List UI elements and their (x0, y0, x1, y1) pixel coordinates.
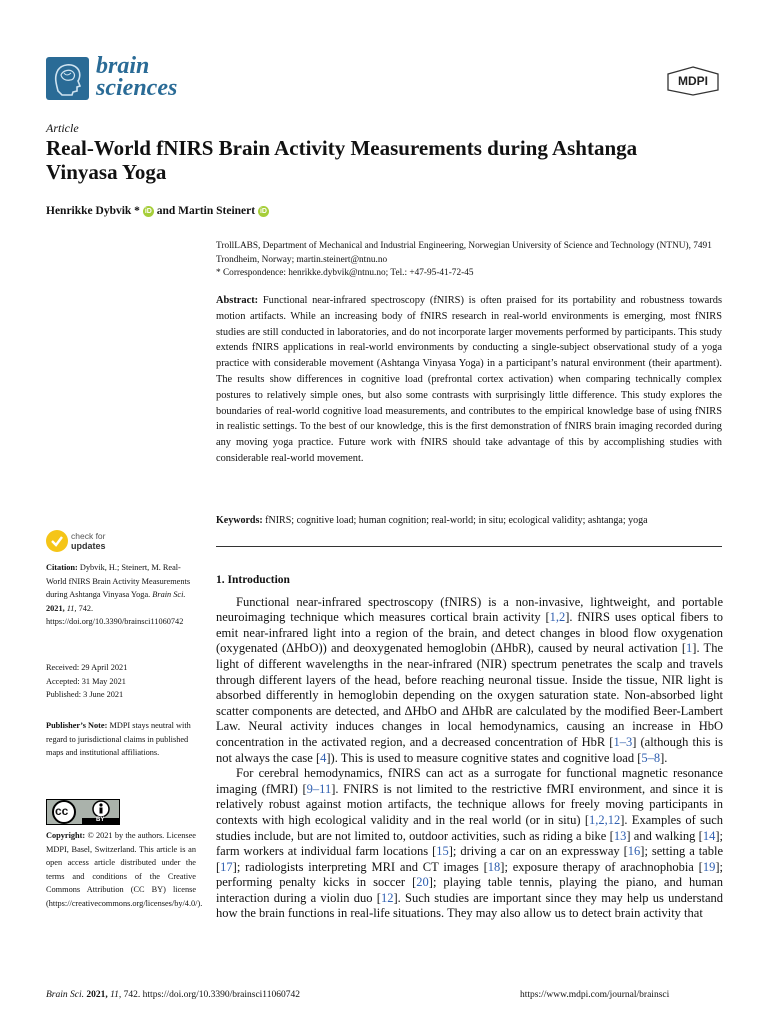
keywords (216, 514, 726, 528)
check-for-updates-badge[interactable] (46, 530, 186, 556)
keywords-text: fNIRS; cognitive load; human cognition; real-world; in situ; ecological validity; ashtanga; yoga (265, 515, 648, 526)
body-paragraph: Functional near-infrared spectroscopy (fNIRS) is a non-invasive, lightweight, and portable neuroimaging technique which measures cortical brain activity [1,2]. fNIRS uses optical fibers to emit near-infrared light into a region of the brain, and detect changes in blood flow oxygenation (oxygenated (ΔHbO)) and deoxygenated hemoglobin (ΔHbR), caused by neural activation [1]. The light of different wavelengths in the near-infrared (NIR) spectrum penetrates the scalp and travels through different layers of the head, before reaching neuronal tissue. Inside the tissue, NIR light is absorbed differently in hemoglobin depending on the oxygen saturation state. Non-absorbed light scatter components are detected, and ΔHbO and ΔHbR are calculated by the modified Beer-Lambert Law. Neural activity induces changes in local hemodynamics, causing an increase in HbO concentration in the activated region, and a decreased concentration of HbR [1–3] (although this is not always the case [4]). This is used to measure cognitive states and cognitive load [5–8]. (216, 594, 724, 765)
section-divider (216, 546, 722, 547)
citation-link[interactable]: 14 (702, 828, 716, 843)
citation-link[interactable]: 20 (416, 875, 429, 890)
footer-year: 2021, (86, 990, 108, 1000)
article-body (216, 573, 723, 922)
author-name[interactable]: Martin Steinert (178, 205, 256, 217)
citation-text: Dybvik, H.; Steinert, M. Real-World fNIRS Brain Activity Measurements during Ashtanga Vinyasa Yoga. (46, 563, 191, 599)
citation-link[interactable]: 9–11 (306, 781, 332, 796)
brain-head-icon (46, 57, 89, 100)
abstract-text: Functional near-infrared spectroscopy (fNIRS) is often praised for its portability and robustness towards motion artifacts. While an increasing body of fNIRS research in real-world environments is emerging, most fNIRS studies are still conducted in laboratories, and do not incorporate larger movements performed by participants. This study extends fNIRS applications in real-world environments by conducting a single-subject observational study of a yoga practice with considerable movement (Ashtanga Vinyasa Yoga) in a participant’s natural environment (their apartment). The results show differences in cognitive load (prefrontal cortex activation) when comparing technically complex postures to relatively simple ones, but also some contrasts with surprisingly little difference. This study explores the boundaries of real-world cognitive load measurements, and contributes to the empirical knowledge base of using fNIRS in realistic settings. To the best of our knowledge, this is the first demonstration of fNIRS brain imaging recorded during any moving yoga practice. Future work with fNIRS should take advantage of this by accomplishing studies with considerable real-world movement. (216, 295, 722, 464)
journal-name-line1: brain (96, 53, 150, 79)
orcid-icon[interactable]: iD (259, 208, 267, 215)
article-title: Real-World fNIRS Brain Activity Measurements during Ashtanga Vinyasa Yoga (46, 136, 638, 184)
received-date: Received: 29 April 2021 (46, 663, 128, 672)
copyright-label: Copyright: (46, 831, 86, 840)
journal-name-line2: sciences (96, 75, 178, 101)
correspondence-text: * Correspondence: henrikke.dybvik@ntnu.no; Tel.: +47-95-41-72-45 (216, 268, 474, 278)
citation-link[interactable]: 18 (487, 859, 501, 874)
citation-link[interactable]: 1 (686, 641, 693, 656)
affiliation-block (216, 240, 721, 281)
journal-logo (46, 53, 206, 105)
citation-volume: 11, (66, 603, 77, 613)
author-name[interactable]: Henrikke Dybvik * (46, 205, 140, 217)
published-date: Published: 3 June 2021 (46, 690, 124, 699)
affiliation-text: TrollLABS, Department of Mechanical and Industrial Engineering, Norwegian University of Science and Technology (NTNU), 7491 Trondheim, Norway; martin.steinert@ntnu.no (216, 241, 712, 265)
citation-label: Citation: (46, 563, 78, 572)
citation-link[interactable]: 15 (436, 844, 449, 859)
citation-block (46, 561, 196, 629)
by-label: BY (96, 817, 105, 823)
section-heading: 1. Introduction (216, 574, 290, 586)
citation-link[interactable]: 17 (220, 859, 233, 874)
citation-link[interactable]: 13 (613, 828, 627, 843)
check-updates-line2: updates (71, 541, 106, 551)
footer-volume: 11, (110, 990, 122, 1000)
citation-link[interactable]: 16 (627, 844, 641, 859)
cc-license-badge[interactable] (46, 799, 120, 825)
dates-block (46, 661, 196, 702)
abstract (216, 293, 722, 467)
citation-link[interactable]: 5–8 (641, 750, 661, 765)
article-type: Article (46, 121, 79, 135)
orcid-icon[interactable]: iD (144, 208, 152, 215)
footer-doi[interactable]: 742. https://doi.org/10.3390/brainsci11060742 (123, 990, 300, 1000)
accepted-date: Accepted: 31 May 2021 (46, 676, 126, 686)
cc-label: cc (55, 804, 69, 818)
keywords-label: Keywords: (216, 515, 263, 526)
citation-link[interactable]: 1–3 (613, 734, 633, 749)
mdpi-logo (666, 66, 720, 96)
footer-citation (46, 990, 300, 1000)
publisher-note-label: Publisher’s Note: (46, 721, 108, 730)
check-updates-line1: check for (71, 531, 106, 541)
citation-doi[interactable]: 742. https://doi.org/10.3390/brainsci11060742 (46, 603, 184, 626)
copyright-block (46, 829, 203, 910)
citation-link[interactable]: 12 (380, 890, 394, 905)
citation-year: 2021, (46, 603, 65, 613)
abstract-label: Abstract: (216, 295, 259, 306)
footer-journal: Brain Sci. (46, 990, 84, 1000)
citation-link[interactable]: 19 (702, 859, 716, 874)
citation-link[interactable]: 4 (320, 750, 327, 765)
publisher-name: MDPI (678, 74, 708, 88)
author-connector: and (153, 205, 179, 217)
publisher-note (46, 719, 196, 760)
footer-journal-url[interactable]: https://www.mdpi.com/journal/brainsci (520, 990, 670, 1000)
copyright-text: © 2021 by the authors. Licensee MDPI, Basel, Switzerland. This article is an open access article distributed under the terms and conditions of the Creative Commons Attribution (CC BY) license (https://creativecommons.org/licenses/by/4.0/). (46, 831, 203, 908)
body-paragraph: For cerebral hemodynamics, fNIRS can act as a surrogate for functional magnetic resonance imaging (fMRI) [9–11]. FNIRS is not limited to the restrictive fMRI environment, and since it is relatively robust against motion artifacts, the technique allows for freely moving participants in contexts with high ecological validity and in the real world (or in situ) [1,2,12]. Examples of such studies include, but are not limited to, outdoor activities, such as riding a bike [13] and walking [14]; farm workers at individual farm locations [15]; driving a car on an expressway [16]; setting a table [17]; radiologists interpreting MRI and CT images [18]; exposure therapy of arachnophobia [19]; performing penalty kicks in soccer [20]; playing table tennis, playing the piano, and human interaction during a violin duo [12]. Such studies are important since they may help us understand how the brain functions in real-life situations. They may also allow us to detect brain activity that (216, 766, 724, 921)
publisher-note-text: MDPI stays neutral with regard to jurisdictional claims in published maps and institutional affiliations. (46, 721, 191, 757)
citation-link[interactable]: 1,2,12 (588, 812, 621, 827)
citation-link[interactable]: 1,2 (549, 610, 566, 625)
author-list (46, 205, 269, 217)
citation-journal: Brain Sci. (152, 590, 186, 599)
check-updates-icon (46, 530, 68, 552)
